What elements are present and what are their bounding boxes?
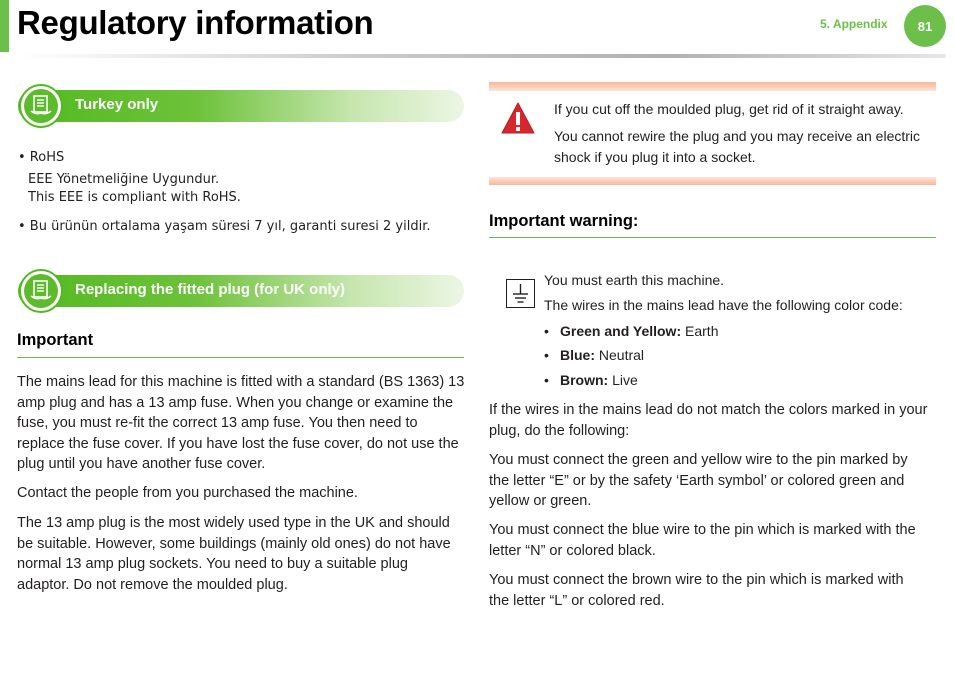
earth-symbol-icon xyxy=(506,279,535,313)
section-label: 5. Appendix xyxy=(820,17,888,31)
plug-paragraph-2: Contact the people from you purchased the machine. xyxy=(17,485,358,501)
caution-band-bottom xyxy=(489,177,936,185)
caution-line-2: You cannot rewire the plug and you may receive an electric shock if you plug it into a socket. xyxy=(554,128,921,165)
paragraph-brown-wire: You must connect the brown wire to the pin which is marked with the letter “L” or colored red. xyxy=(489,572,904,609)
paragraph-green-wire: You must connect the green and yellow wire to the pin marked by the letter “E” or by the safety ‘Earth symbol’ or colored green and yellow or green. xyxy=(489,452,908,509)
caution-band-top xyxy=(489,82,936,91)
paragraph-blue-wire: You must connect the blue wire to the pin which is marked with the letter “N” or colored black. xyxy=(489,522,916,559)
earth-line: You must earth this machine. xyxy=(544,272,725,288)
rohs-bullet: • RoHS xyxy=(18,150,65,165)
page-number-badge xyxy=(904,5,946,47)
rohs-line-1: EEE Yönetmeliğine Uygundur. xyxy=(28,172,220,187)
color-code-blue: • Blue: Neutral xyxy=(544,347,645,363)
wires-line: The wires in the mains lead have the following color code: xyxy=(544,297,903,313)
rohs-line-2: This EEE is compliant with RoHS. xyxy=(28,190,241,205)
color-code-green-yellow: • Green and Yellow: Earth xyxy=(544,323,719,339)
lifetime-bullet: • Bu ürünün ortalama yaşam süresi 7 yıl, garanti suresi 2 yildir. xyxy=(18,219,431,234)
caution-triangle-icon xyxy=(501,101,535,140)
plug-paragraph-3: The 13 amp plug is the most widely used type in the UK and should be suitable. However, some buildings (mainly old ones) do not have normal 13 amp plug sockets. You need to buy a suitable plug adaptor. Do not remove the moulded plug. xyxy=(17,515,451,593)
note-icon xyxy=(19,84,63,128)
warning-rule xyxy=(489,237,936,238)
paragraph-mismatch: If the wires in the mains lead do not match the colors marked in your plug, do the following: xyxy=(489,402,928,439)
header-divider xyxy=(17,54,946,58)
section-heading-plug: Replacing the fitted plug (for UK only) xyxy=(75,281,345,298)
plug-paragraph-1: The mains lead for this machine is fitted with a standard (BS 1363) 13 amp plug and has a 13 amp fuse. When you change or examine the fuse, you must re-fit the correct 13 amp fuse. You then need to replace the fuse cover. If you have lost the fuse cover, do not use the plug until you have another fuse cover. xyxy=(17,374,465,472)
caution-line-1: If you cut off the moulded plug, get rid of it straight away. xyxy=(554,101,904,117)
page-number: 81 xyxy=(917,18,933,34)
important-rule xyxy=(17,357,464,358)
important-heading: Important xyxy=(17,331,94,349)
section-heading-turkey: Turkey only xyxy=(75,96,159,113)
note-icon xyxy=(19,269,63,313)
color-code-brown: • Brown: Live xyxy=(544,372,638,388)
header-accent-bar xyxy=(0,0,9,52)
page-title: Regulatory information xyxy=(17,4,374,41)
important-warning-heading: Important warning: xyxy=(489,212,639,230)
